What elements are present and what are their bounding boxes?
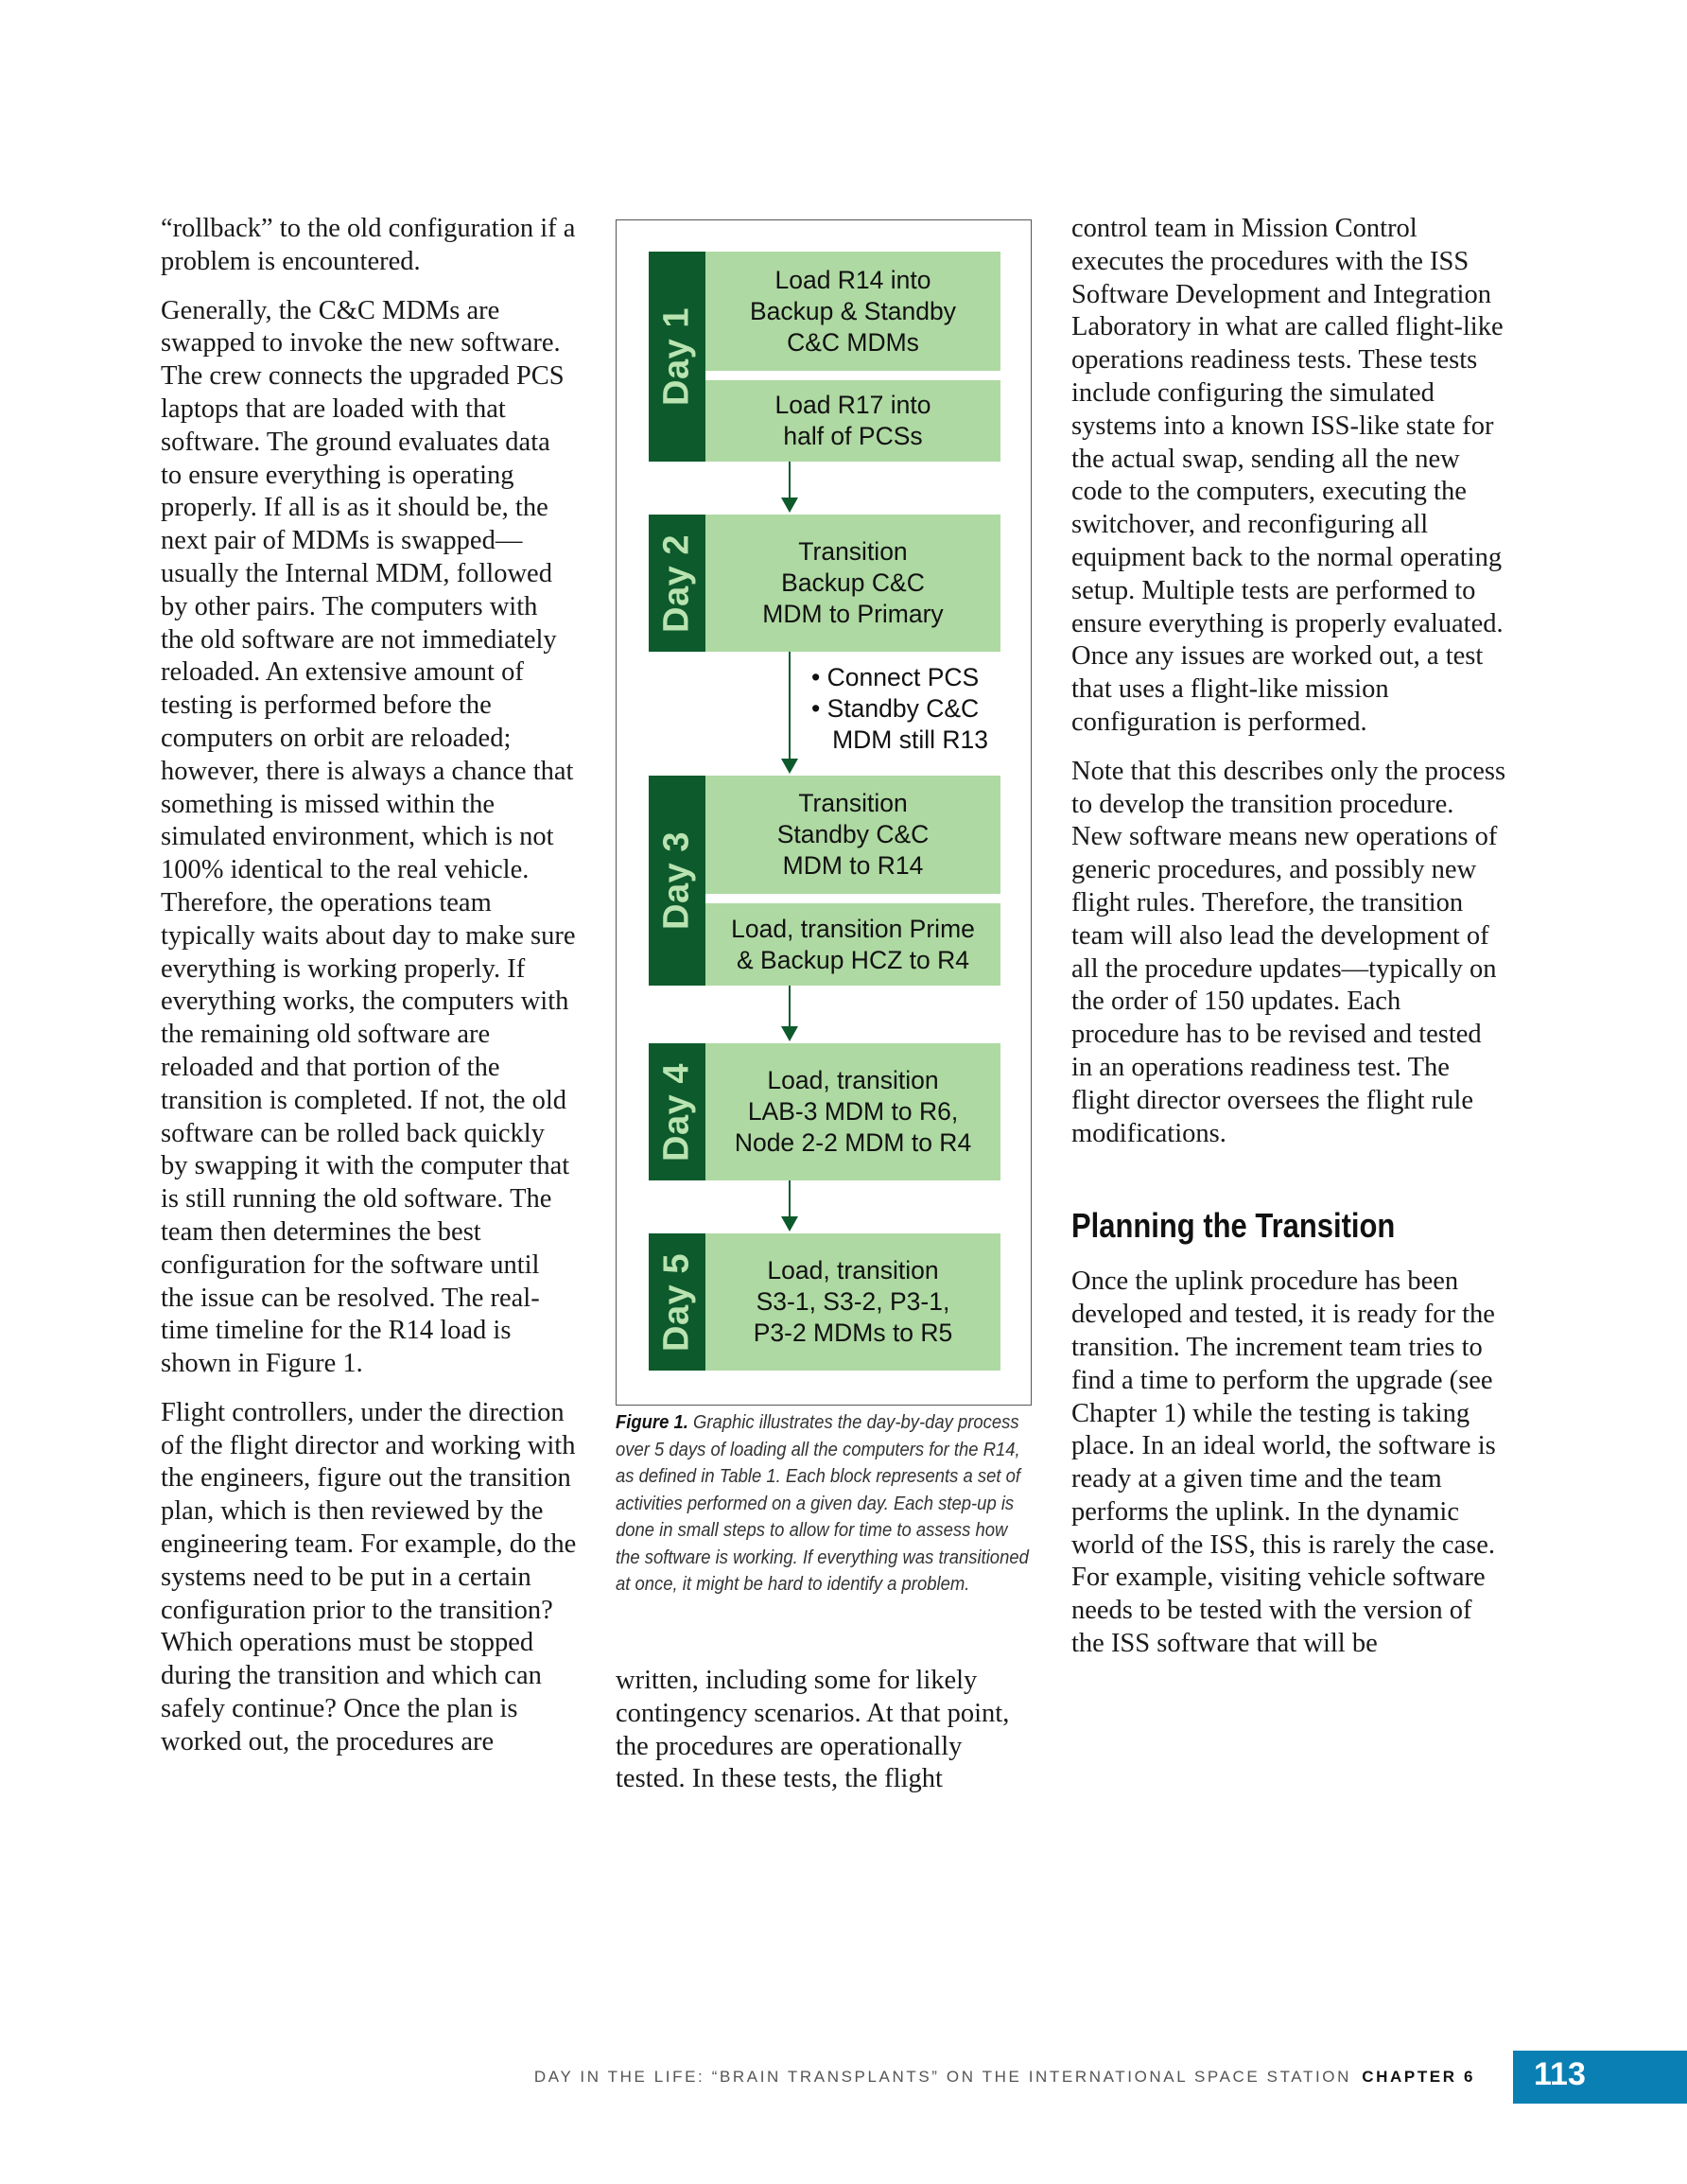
right-paragraph-2: Note that this describes only the process to develop the transition procedure. New software means new operations of generic procedures, and possibly new flight rules. Therefore, the transition team will also lead the development of all the procedure updates—typically on the order of 150 updates. Each procedure has to be revised and tested in an operations readiness test. The flight director oversees the flight rule modifications. [1071,756,1506,1148]
left-paragraph-1: “rollback” to the old configuration if a problem is encountered. [161,214,576,276]
day-1-band [649,252,705,462]
step-transition-lab3: Load, transition LAB-3 MDM to R6, Node 2-2 MDM to R4 [705,1043,1000,1180]
day-3-label: Day 3 [656,831,697,930]
note-connect-pcs: • Connect PCS [811,663,980,691]
page-number: 113 [1534,2056,1586,2092]
step-load-r17: Load R17 into half of PCSs [705,380,1000,462]
day-4-band [649,1043,705,1180]
figure-caption [616,1409,1031,1599]
day-4-label: Day 4 [656,1062,697,1162]
day-1-label: Day 1 [656,307,697,406]
step-transition-hcz: Load, transition Prime & Backup HCZ to R4 [705,903,1000,986]
figure-caption-text: Graphic illustrates the day-by-day process over 5 days of loading all the computers for the R14, as defined in Table 1. Each block represents a set of activities performed on a given day. Each step-up is done in small steps to allow for time to assess how the software is working. If everything was transitioned at once, it might be hard to identify a problem. [616,1411,1029,1595]
left-paragraph-3: Flight controllers, under the direction of the flight director and working with the engineers, figure out the transition plan, which is then reviewed by the engineering team. For example, do the systems need to be put in a certain configuration prior to the transition? Which operations must be stopped during the transition and which can safely continue? Once the plan is worked out, the procedures are [161,1397,577,1756]
step-transition-s3-p3: Load, transition S3-1, S3-2, P3-1, P3-2 MDMs to R5 [705,1233,1000,1371]
day-2-label: Day 2 [656,533,697,633]
right-paragraph-1: control team in Mission Control executes the procedures with the ISS Software Development and Integration Laboratory in what are called flight-like operations readiness tests. These tests include configuring the simulated systems into a known ISS-like state for the actual swap, sending all the new code to the computers, executing the switchover, and reconfiguring all equipment back to the normal operating setup. Multiple tests are performed to ensure everything is properly evaluated. Once any issues are worked out, a test that uses a flight-like mission configuration is performed. [1071,214,1504,737]
left-paragraph-2: Generally, the C&C MDMs are swapped to invoke the new software. The crew connects the upgraded PCS laptops that are loaded with that software. The ground evaluates data to ensure everything is operating properly. If all is as it should be, the next pair of MDMs is swapped—usually the Internal MDM, followed by other pairs. The computers with the old software are not immediately reloaded. An extensive amount of testing is performed before the computers on orbit are reloaded; however, there is always a chance that something is missed within the simulated environment, which is not 100% identical to the real vehicle. Therefore, the operations team typically waits about day to make sure everything is working properly. If everything works, the computers with the remaining old software are reloaded and that portion of the transition is completed. If not, the old software can be rolled back quickly by swapping it with the computer that is still running the old software. The team then determines the best configuration for the software until the issue can be resolved. The real-time timeline for the R14 load is shown in Figure 1. [161,295,576,1379]
page-number-tab [1513,2051,1687,2104]
step-load-r14: Load R14 into Backup & Standby C&C MDMs [705,252,1000,371]
right-column [1071,213,1506,1677]
arrow-down-icon [789,1180,791,1228]
middle-column [616,1665,1032,1796]
arrow-down-icon [789,652,791,770]
chapter-label: CHAPTER 6 [1362,2068,1475,2086]
day-5-band [649,1233,705,1371]
between-day-notes [811,662,1019,756]
arrow-down-icon [789,462,791,509]
middle-paragraph: written, including some for likely contingency scenarios. At that point, the procedures are operationally tested. In these tests, the flight [616,1666,1010,1794]
left-column [161,213,577,1775]
running-title: DAY IN THE LIFE: “BRAIN TRANSPLANTS” ON THE INTERNATIONAL SPACE STATION [533,2068,1351,2086]
page-footer [0,2051,1687,2104]
step-transition-standby: Transition Standby C&C MDM to R14 [705,776,1000,894]
figure-caption-label: Figure 1. [616,1411,688,1433]
note-standby-cc: • Standby C&C [811,694,980,723]
day-5-label: Day 5 [656,1252,697,1352]
day-2-band [649,515,705,652]
note-mdm-still-r13: MDM still R13 [811,725,988,754]
step-transition-backup: Transition Backup C&C MDM to Primary [705,515,1000,652]
section-heading: Planning the Transition [1071,1206,1396,1246]
arrow-down-icon [789,986,791,1038]
day-3-band [649,776,705,986]
right-section-paragraph: Once the uplink procedure has been developed and tested, it is ready for the transition. The increment team tries to find a time to perform the upgrade (see Chapter 1) while the testing is taking place. In an ideal world, the software is ready at a given time and the team performs the uplink. In the dynamic world of the ISS, this is rarely the case. For example, visiting vehicle software needs to be tested with the version of the ISS software that will be [1071,1267,1496,1659]
